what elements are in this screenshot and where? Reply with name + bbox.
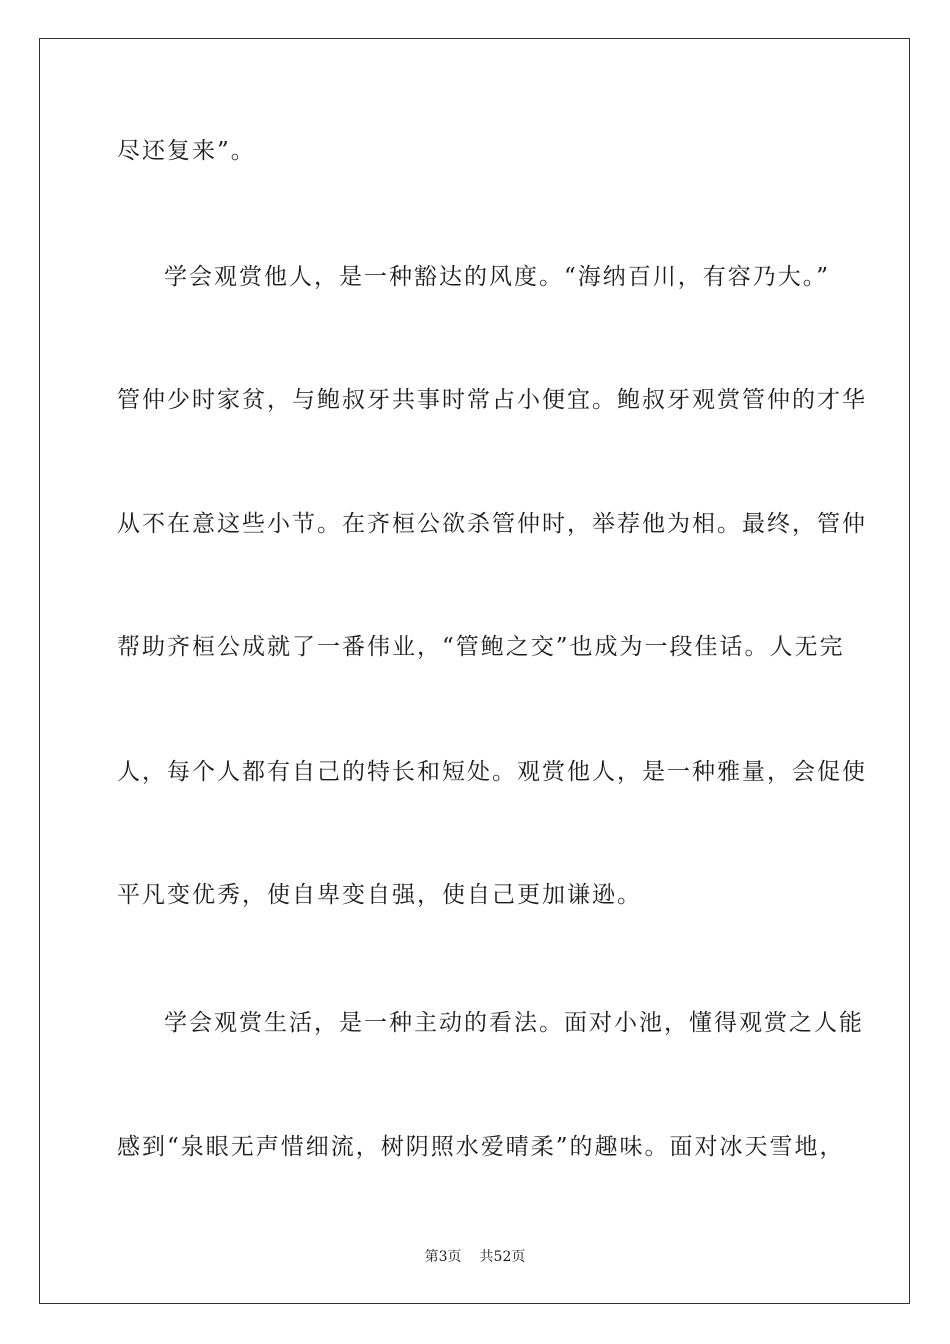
paragraph-start-line: 学会观赏他人，是一种豁达的风度。“海纳百川，有容乃大。” <box>164 264 831 290</box>
text-line: 人，每个人都有自己的特长和短处。观赏他人，是一种雅量，会促使 <box>117 759 867 785</box>
text-line: 平凡变优秀，使自卑变自强，使自己更加谦逊。 <box>117 882 642 908</box>
total-pages: 共52页 <box>479 1249 526 1265</box>
text-line: 感到“泉眼无声惜细流，树阴照水爱晴柔”的趣味。面对冰天雪地， <box>117 1134 845 1160</box>
text-line: 从不在意这些小节。在齐桓公欲杀管仲时，举荐他为相。最终，管仲 <box>117 511 867 537</box>
page-border <box>39 38 910 1304</box>
text-line: 帮助齐桓公成就了一番伟业，“管鲍之交”也成为一段佳话。人无完 <box>117 634 845 660</box>
page-number: 第3页 <box>424 1249 462 1265</box>
text-line: 管仲少时家贫，与鲍叔牙共事时常占小便宜。鲍叔牙观赏管仲的才华 <box>117 387 867 413</box>
text-line: 尽还复来”。 <box>117 138 256 164</box>
page-footer <box>0 1248 950 1266</box>
paragraph-start-line: 学会观赏生活，是一种主动的看法。面对小池，懂得观赏之人能 <box>164 1010 864 1036</box>
